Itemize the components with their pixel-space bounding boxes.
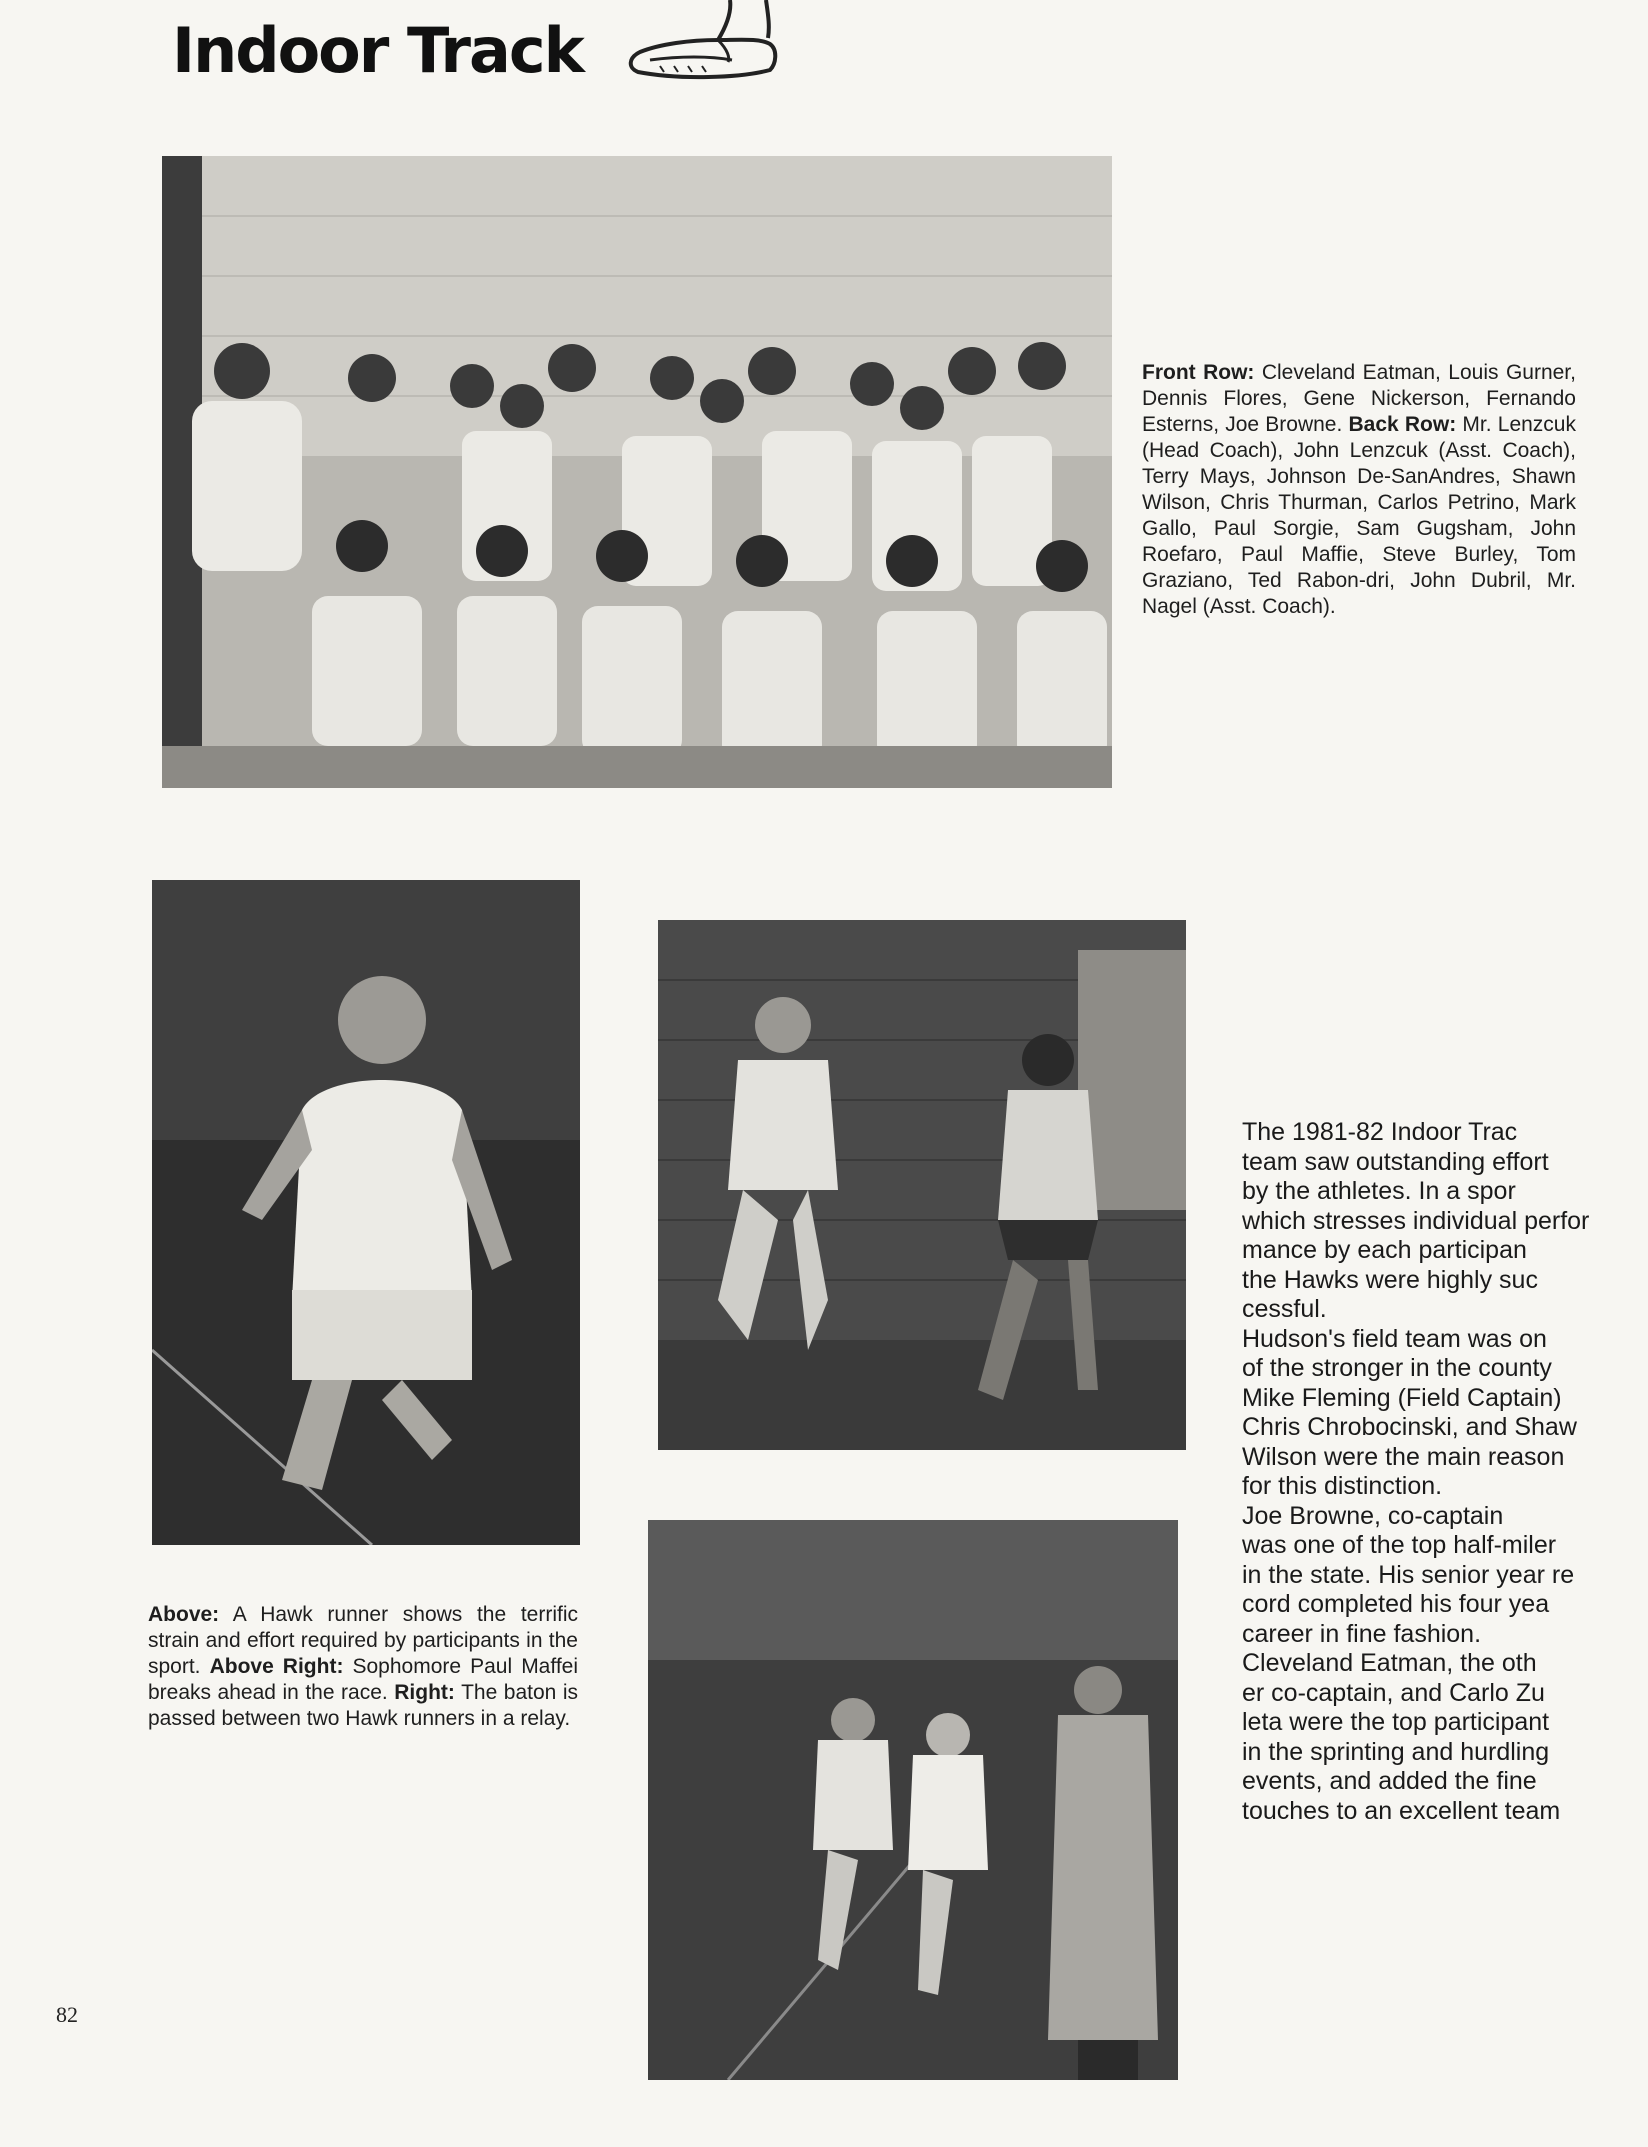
story-line: career in fine fashion. — [1242, 1619, 1482, 1648]
story-line: in the sprinting and hurdling — [1242, 1737, 1550, 1766]
page-number: 82 — [56, 2002, 78, 2027]
story-line: Chris Chrobocinski, and Shaw — [1242, 1413, 1577, 1441]
story-line: the Hawks were highly suc — [1242, 1265, 1538, 1294]
above-text: A Hawk runner shows the terrific strain and effort required by participants in the sport. — [148, 1603, 578, 1678]
story-line: cessful. — [1242, 1295, 1327, 1323]
story-line: Mike Fleming (Field Captain) — [1242, 1383, 1562, 1412]
story-line: in the state. His senior year re — [1242, 1560, 1575, 1589]
story-line: was one of the top half-miler — [1242, 1531, 1557, 1559]
story-line: mance by each participan — [1242, 1236, 1527, 1264]
above-right-label: Above Right: — [209, 1655, 344, 1678]
story-line: touches to an excellent team — [1242, 1796, 1561, 1825]
back-row-names: Mr. Lenzcuk (Head Coach), John Lenzcuk (Asst. Coach), Terry Mays, Johnson De-SanAndres, Shawn Wilson, Chris Thurman, Carlos Petrino, Mark Gallo, Paul Sorgie, Sam Gugsham, John Roefaro, Paul Maffie, Steve Burley, Tom Graziano, Ted Rabon-dri, John Dubril, Mr. Nagel (Asst. Coach). — [1142, 413, 1576, 618]
story-line: of the stronger in the county — [1242, 1354, 1552, 1382]
story-line: Cleveland Eatman, the oth — [1242, 1649, 1537, 1677]
above-label: Above: — [148, 1603, 220, 1626]
relay-photo — [648, 1520, 1178, 2080]
story-text — [1242, 1118, 1648, 1868]
right-label: Right: — [394, 1681, 455, 1704]
story-line: which stresses individual perfor — [1242, 1206, 1590, 1235]
team-caption — [1142, 360, 1576, 620]
back-row-label: Back Row: — [1348, 413, 1457, 436]
story-line: er co-captain, and Carlo Zu — [1242, 1678, 1545, 1707]
front-row-names: Cleveland Eatman, Louis Gurner, Dennis Flores, Gene Nickerson, Fernando Esterns, Joe Browne. — [1142, 361, 1576, 436]
story-line: Joe Browne, co-captain — [1242, 1501, 1504, 1530]
above-right-text: Sophomore Paul Maffei breaks ahead in the race. — [148, 1655, 578, 1704]
story-line: cord completed his four yea — [1242, 1590, 1550, 1618]
action-caption — [148, 1602, 578, 1732]
running-shoe-icon — [620, 0, 795, 85]
story-line: The 1981-82 Indoor Trac — [1242, 1118, 1518, 1146]
race-photo — [658, 920, 1186, 1450]
front-row-label: Front Row: — [1142, 361, 1255, 384]
story-line: events, and added the fine — [1242, 1767, 1537, 1795]
team-photo — [162, 156, 1112, 788]
story-line: Wilson were the main reason — [1242, 1442, 1565, 1471]
runner-photo — [152, 880, 580, 1545]
right-text: The baton is passed between two Hawk runners in a relay. — [148, 1681, 579, 1730]
story-line: Hudson's field team was on — [1242, 1324, 1547, 1353]
page-title: Indoor Track — [172, 14, 583, 87]
story-line: for this distinction. — [1242, 1472, 1443, 1500]
story-line: leta were the top participant — [1242, 1708, 1550, 1736]
story-line: by the athletes. In a spor — [1242, 1177, 1516, 1205]
story-line: team saw outstanding effort — [1242, 1147, 1549, 1176]
